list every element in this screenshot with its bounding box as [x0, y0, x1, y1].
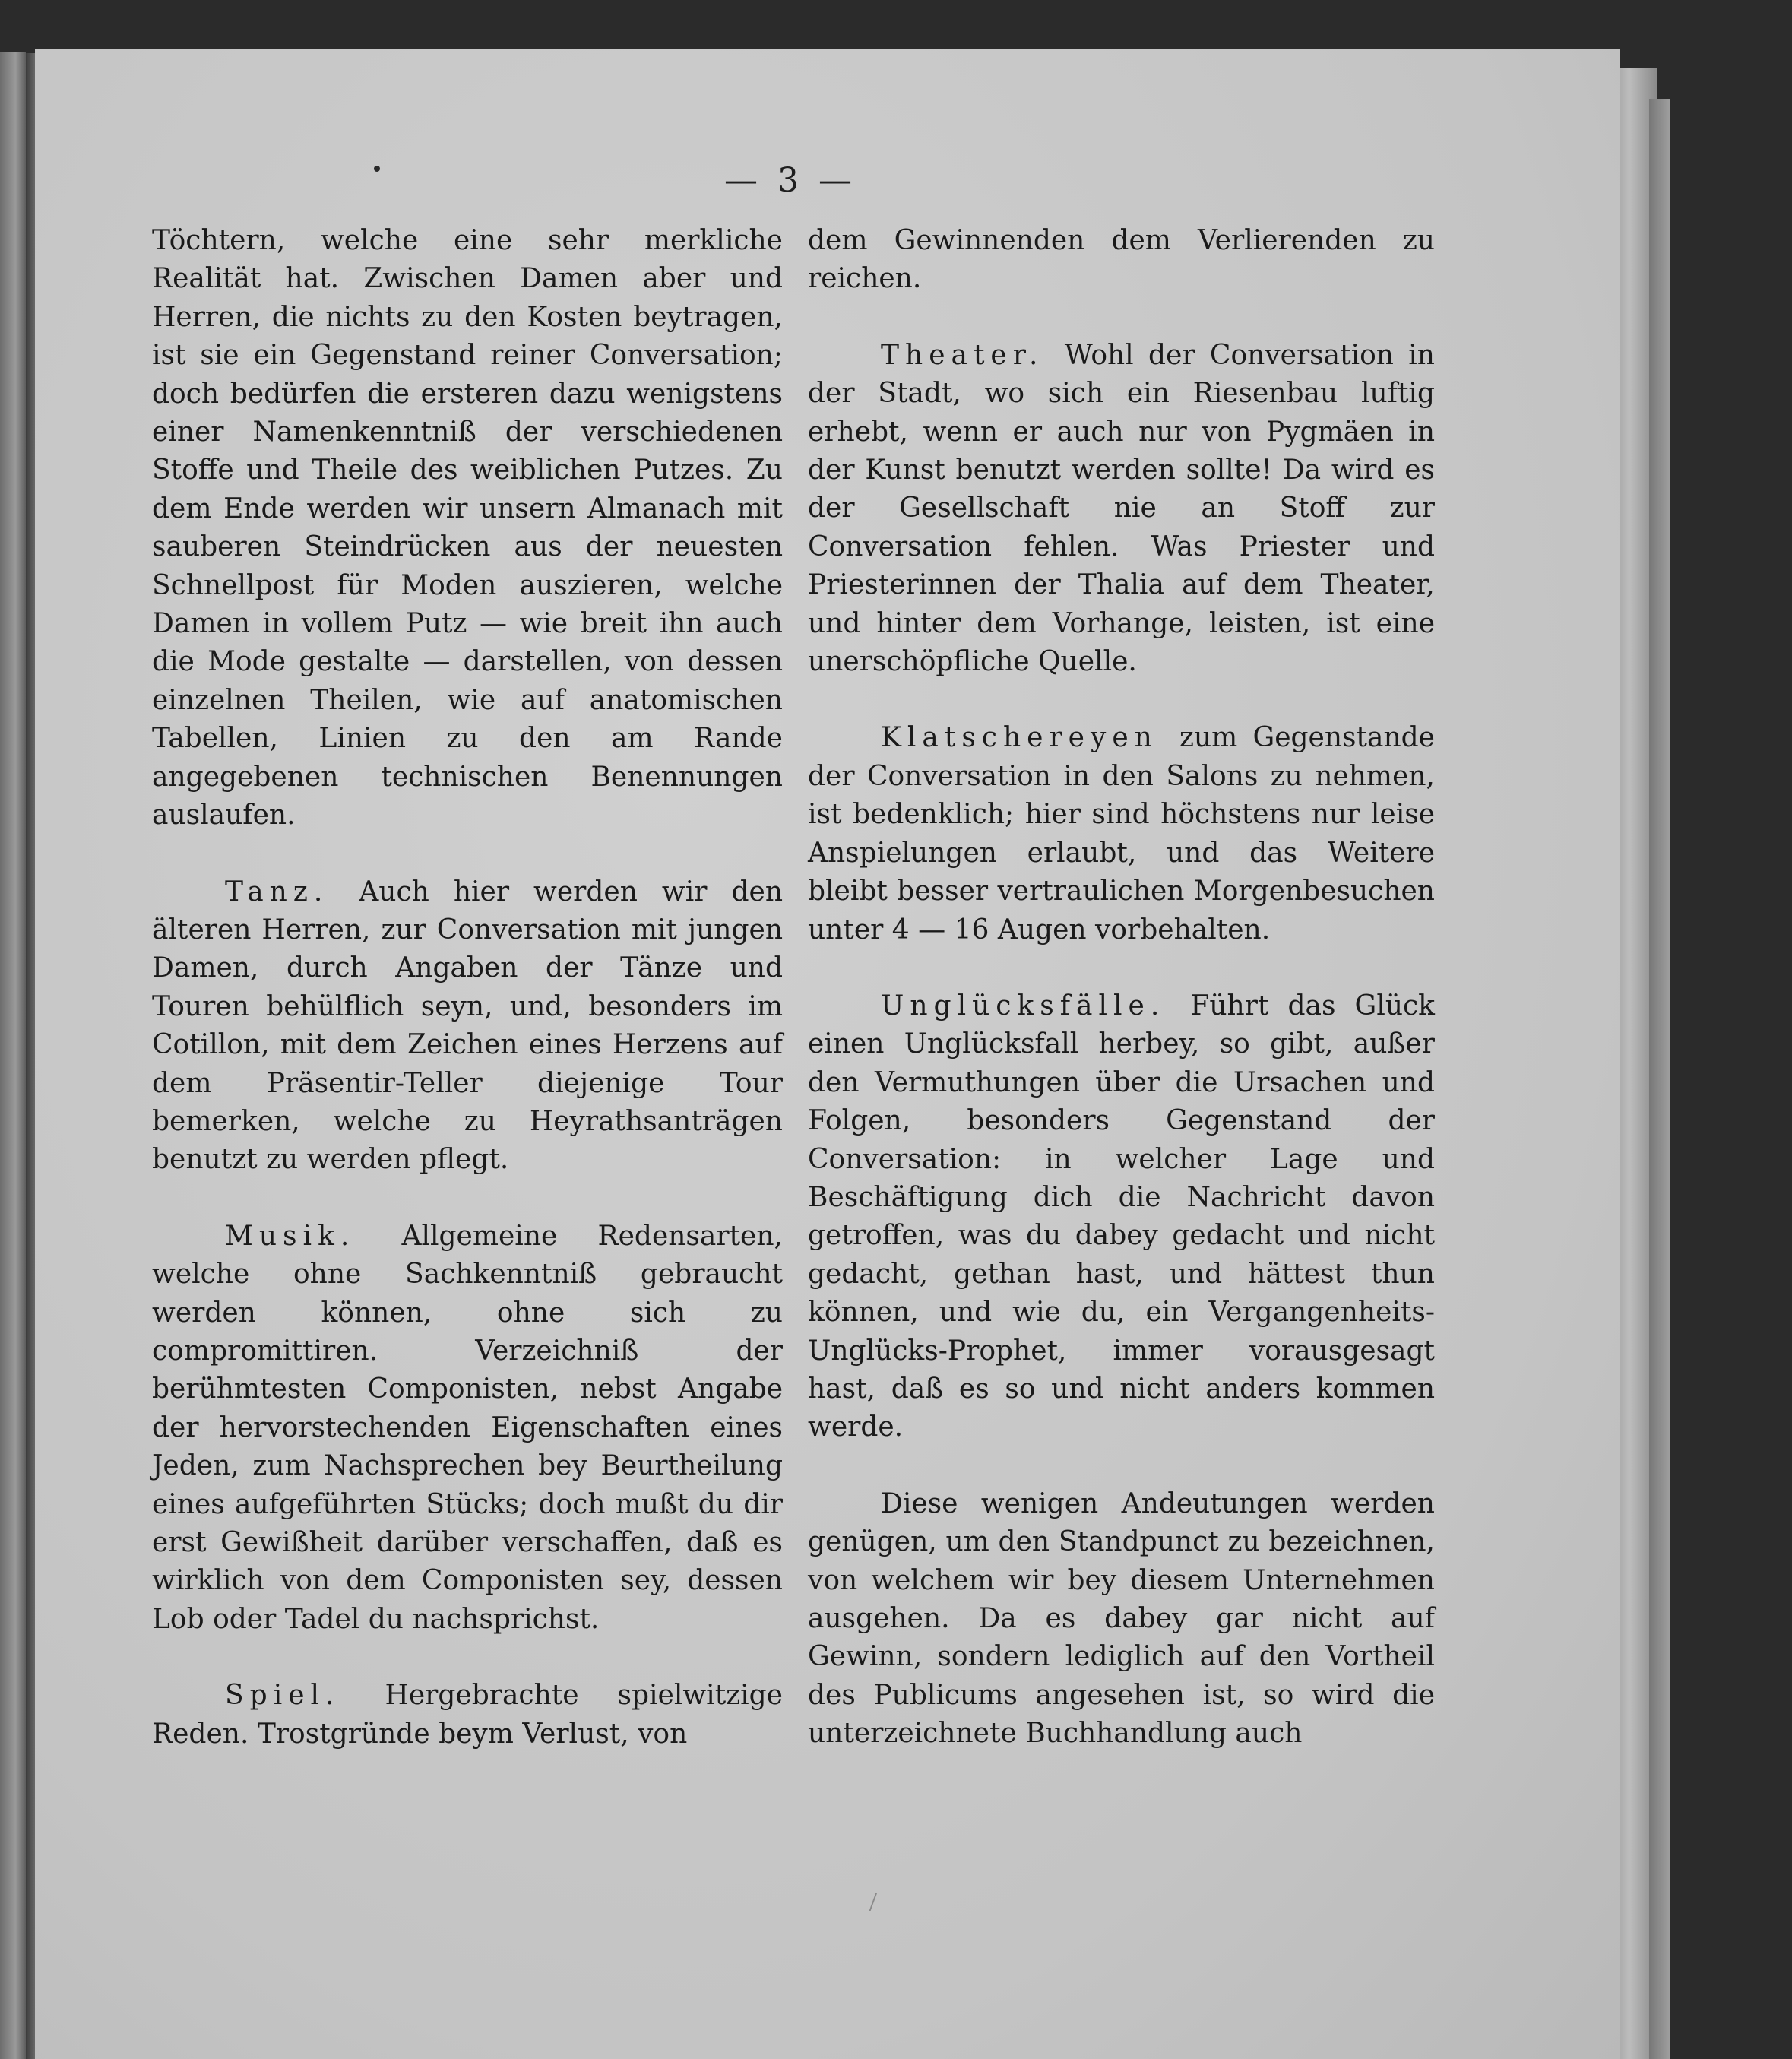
paragraph — [152, 222, 783, 835]
section-heading: Tanz. — [225, 876, 359, 908]
section-heading: Theater. — [881, 339, 1065, 371]
page-number: — 3 — — [724, 161, 856, 200]
paragraph — [152, 1218, 783, 1639]
right-text-column — [808, 222, 1435, 1753]
paragraph-text: Hergebrachte spielwitzige Reden. Trostgründe beym Verlust, von — [152, 1680, 783, 1750]
page-edge-stack-outer — [1649, 99, 1670, 2059]
paragraph — [808, 987, 1435, 1447]
paragraph-text: zum Gegenstande der Conversation in den Salons zu nehmen, ist bedenklich; hier sind höchstens nur leise Anspielungen erlaubt, und das Weitere bleibt besser vertraulichen Morgenbesuchen unter 4 — 16 Augen vorbehalten. — [808, 722, 1435, 946]
paragraph-text: Wohl der Conversation in der Stadt, wo sich ein Riesenbau luftig erhebt, wenn er auch nur von Pygmäen in der Kunst benutzt werden sollte! Da wird es der Gesellschaft nie an Stoff zur Conversation fehlen. Was Priester und Priesterinnen der Thalia auf dem Theater, und hinter dem Vorhange, leisten, ist eine unerschöpfliche Quelle. — [808, 339, 1435, 678]
paragraph — [152, 873, 783, 1180]
paragraph — [808, 719, 1435, 949]
section-heading: Spiel. — [225, 1680, 385, 1712]
paragraph-text: dem Gewinnenden dem Verlierenden zu reichen. — [808, 225, 1435, 295]
paragraph-text: Auch hier werden wir den älteren Herren, zur Conversation mit jungen Damen, durch Angaben der Tänze und Touren behülflich seyn, und, besonders im Cotillon, mit dem Zeichen eines Herzens auf dem Präsentir-Teller diejenige Tour bemerken, welche zu Heyrathsanträgen benutzt zu werden pflegt. — [152, 876, 784, 1176]
section-heading: Unglücksfälle. — [881, 990, 1191, 1022]
paragraph — [808, 337, 1435, 682]
printer-dot-mark — [374, 166, 380, 172]
paragraph — [808, 222, 1435, 299]
left-text-column — [152, 222, 783, 1753]
paragraph-text: Töchtern, welche eine sehr merkliche Realität hat. Zwischen Damen aber und Herren, die nichts zu den Kosten beytragen, ist sie ein Gegenstand reiner Conversation; doch bedürfen die ersteren dazu wenigstens einer Namenkenntniß der verschiedenen Stoffe und Theile des weiblichen Putzes. Zu dem Ende werden wir unsern Almanach mit sauberen Steindrücken aus der neuesten Schnellpost für Moden auszieren, welche Damen in vollem Putz — wie breit ihn auch die Mode gestalte — darstellen, von dessen einzelnen Theilen, wie auf anatomischen Tabellen, Linien zu den am Rande angegebenen technischen Benennungen auslaufen. — [152, 225, 783, 832]
paragraph — [808, 1485, 1435, 1753]
paragraph-text: Allgemeine Redensarten, welche ohne Sachkenntniß gebraucht werden können, ohne sich zu compromittiren. Verzeichniß der berühmtesten Componisten, nebst Angabe der hervorstechenden Eigenschaften eines Jeden, zum Nachsprechen bey Beurtheilung eines aufgeführten Stücks; doch mußt du dir erst Gewißheit darüber verschaffen, daß es wirklich von dem Componisten sey, dessen Lob oder Tadel du nachsprichst. — [152, 1220, 783, 1635]
section-heading: Klatschereyen — [881, 722, 1179, 754]
left-page-edge — [0, 52, 26, 2059]
paragraph — [152, 1677, 783, 1753]
section-heading: Musik. — [225, 1220, 402, 1252]
paragraph-text: Diese wenigen Andeutungen werden genügen, um den Standpunct zu bezeichnen, von welchem wir bey diesem Unternehmen ausgehen. Da es dabey gar nicht auf Gewinn, sondern lediglich auf den Vortheil des Publicums angesehen ist, so wird die unterzeichnete Buchhandlung auch — [808, 1487, 1435, 1750]
paragraph-text: Führt das Glück einen Unglücksfall herbey, so gibt, außer den Vermuthungen über die Ursachen und Folgen, besonders Gegenstand der Conversation: in welcher Lage und Beschäftigung dich die Nachricht davon getroffen, was du dabey gedacht und nicht gedacht, gethan hast, und hättest thun können, und wie du, ein Vergangenheits-Unglücks-Prophet, immer vorausgesagt hast, daß es so und nicht anders kommen werde. — [808, 990, 1435, 1443]
